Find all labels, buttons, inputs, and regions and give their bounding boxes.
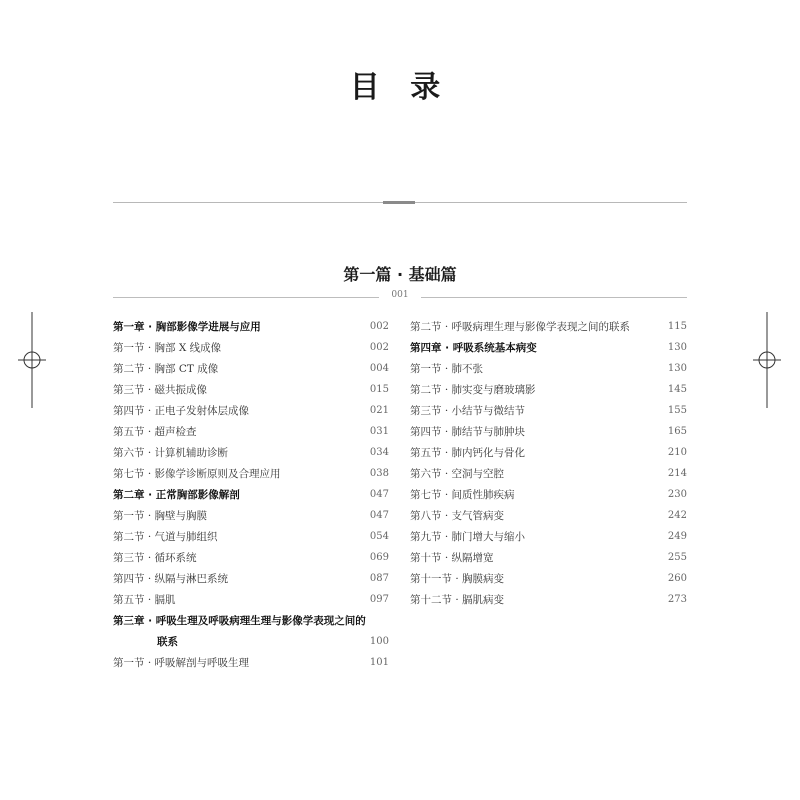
toc-entry-page: 031 bbox=[369, 426, 389, 437]
toc-entry-title: 第四章 · 呼吸系统基本病变 bbox=[410, 342, 537, 354]
toc-section-entry bbox=[113, 526, 389, 547]
toc-section-entry bbox=[410, 526, 687, 547]
toc-entry-title: 第七节 · 间质性肺疾病 bbox=[410, 489, 515, 501]
toc-entry-page: 165 bbox=[667, 426, 687, 437]
top-divider-mark bbox=[383, 201, 415, 204]
toc-entry-title: 第五节 · 膈肌 bbox=[113, 594, 176, 606]
toc-chapter-entry-continued bbox=[113, 631, 389, 652]
part-divider-right bbox=[421, 297, 687, 298]
toc-section-entry bbox=[410, 568, 687, 589]
toc-section-entry bbox=[410, 442, 687, 463]
toc-entry-page: 015 bbox=[369, 384, 389, 395]
toc-section-entry bbox=[410, 400, 687, 421]
toc-section-entry bbox=[113, 400, 389, 421]
toc-entry-title: 第三节 · 循环系统 bbox=[113, 552, 197, 564]
toc-chapter-entry bbox=[113, 316, 389, 337]
part-title: 第一篇 · 基础篇 bbox=[343, 265, 457, 284]
toc-entry-title: 第三节 · 小结节与微结节 bbox=[410, 405, 526, 417]
toc-entry-title: 第四节 · 肺结节与肺肿块 bbox=[410, 426, 526, 438]
toc-section-entry bbox=[410, 463, 687, 484]
toc-entry-title: 第四节 · 正电子发射体层成像 bbox=[113, 405, 250, 417]
toc-entry-page: 145 bbox=[667, 384, 687, 395]
toc-entry-title: 第八节 · 支气管病变 bbox=[410, 510, 505, 522]
toc-left-column bbox=[113, 316, 389, 673]
toc-entry-title: 第一章 · 胸部影像学进展与应用 bbox=[113, 321, 261, 333]
toc-entry-title: 第一节 · 胸部 X 线成像 bbox=[113, 342, 222, 354]
toc-section-entry bbox=[410, 358, 687, 379]
toc-section-entry bbox=[113, 505, 389, 526]
toc-chapter-entry bbox=[113, 610, 389, 631]
toc-entry-page: 242 bbox=[667, 510, 687, 521]
toc-entry-title: 联系 bbox=[157, 636, 178, 648]
toc-entry-title: 第六节 · 空洞与空腔 bbox=[410, 468, 505, 480]
toc-entry-page: 260 bbox=[667, 573, 687, 584]
toc-entry-page: 097 bbox=[369, 594, 389, 605]
toc-entry-page: 130 bbox=[667, 363, 687, 374]
toc-section-entry bbox=[410, 484, 687, 505]
toc-entry-page: 100 bbox=[369, 636, 389, 647]
toc-entry-page: 230 bbox=[667, 489, 687, 500]
toc-entry-page: 034 bbox=[369, 447, 389, 458]
part-page-number: 001 bbox=[391, 290, 409, 300]
toc-entry-page: 155 bbox=[667, 405, 687, 416]
toc-entry-page: 273 bbox=[667, 594, 687, 605]
toc-entry-page: 210 bbox=[667, 447, 687, 458]
toc-entry-page: 130 bbox=[667, 342, 687, 353]
toc-entry-title: 第二节 · 胸部 CT 成像 bbox=[113, 363, 219, 375]
toc-section-entry bbox=[113, 358, 389, 379]
toc-entry-page: 101 bbox=[369, 657, 389, 668]
toc-entry-title: 第十一节 · 胸膜病变 bbox=[410, 573, 505, 585]
toc-entry-page: 047 bbox=[369, 489, 389, 500]
toc-entry-page: 087 bbox=[369, 573, 389, 584]
toc-entry-title: 第二节 · 肺实变与磨玻璃影 bbox=[410, 384, 536, 396]
toc-section-entry bbox=[113, 652, 389, 673]
toc-entry-title: 第一节 · 呼吸解剖与呼吸生理 bbox=[113, 657, 250, 669]
toc-entry-title: 第一节 · 肺不张 bbox=[410, 363, 484, 375]
toc-entry-title: 第五节 · 超声检查 bbox=[113, 426, 197, 438]
toc-right-column bbox=[410, 316, 687, 610]
toc-section-entry bbox=[113, 568, 389, 589]
toc-section-entry bbox=[410, 379, 687, 400]
toc-entry-title: 第三章 · 呼吸生理及呼吸病理生理与影像学表现之间的 bbox=[113, 615, 366, 627]
toc-entry-title: 第十节 · 纵隔增宽 bbox=[410, 552, 494, 564]
registration-mark-icon bbox=[753, 312, 781, 408]
toc-entry-title: 第九节 · 肺门增大与缩小 bbox=[410, 531, 526, 543]
toc-entry-title: 第四节 · 纵隔与淋巴系统 bbox=[113, 573, 229, 585]
toc-section-entry bbox=[410, 316, 687, 337]
toc-chapter-entry bbox=[113, 484, 389, 505]
toc-section-entry bbox=[113, 379, 389, 400]
toc-entry-title: 第五节 · 肺内钙化与骨化 bbox=[410, 447, 526, 459]
toc-entry-page: 255 bbox=[667, 552, 687, 563]
toc-entry-page: 004 bbox=[369, 363, 389, 374]
toc-section-entry bbox=[113, 463, 389, 484]
toc-entry-page: 069 bbox=[369, 552, 389, 563]
toc-entry-title: 第十二节 · 膈肌病变 bbox=[410, 594, 505, 606]
part-divider-left bbox=[113, 297, 379, 298]
page-title: 目 录 bbox=[349, 70, 451, 105]
toc-entry-page: 249 bbox=[667, 531, 687, 542]
toc-entry-page: 214 bbox=[667, 468, 687, 479]
toc-entry-title: 第三节 · 磁共振成像 bbox=[113, 384, 208, 396]
toc-entry-page: 021 bbox=[369, 405, 389, 416]
toc-entry-page: 002 bbox=[369, 342, 389, 353]
toc-entry-page: 054 bbox=[369, 531, 389, 542]
toc-entry-page: 038 bbox=[369, 468, 389, 479]
toc-section-entry bbox=[113, 337, 389, 358]
toc-entry-title: 第二章 · 正常胸部影像解剖 bbox=[113, 489, 240, 501]
toc-entry-page: 115 bbox=[667, 321, 687, 332]
toc-chapter-entry bbox=[410, 337, 687, 358]
toc-section-entry bbox=[410, 421, 687, 442]
toc-entry-page: 002 bbox=[369, 321, 389, 332]
toc-section-entry bbox=[410, 589, 687, 610]
toc-entry-title: 第二节 · 气道与肺组织 bbox=[113, 531, 218, 543]
toc-entry-title: 第二节 · 呼吸病理生理与影像学表现之间的联系 bbox=[410, 321, 631, 333]
toc-entry-title: 第六节 · 计算机辅助诊断 bbox=[113, 447, 229, 459]
toc-entry-page: 047 bbox=[369, 510, 389, 521]
toc-section-entry bbox=[410, 505, 687, 526]
toc-section-entry bbox=[410, 547, 687, 568]
toc-section-entry bbox=[113, 547, 389, 568]
registration-mark-icon bbox=[18, 312, 46, 408]
toc-entry-title: 第七节 · 影像学诊断原则及合理应用 bbox=[113, 468, 281, 480]
toc-section-entry bbox=[113, 442, 389, 463]
toc-entry-title: 第一节 · 胸壁与胸膜 bbox=[113, 510, 208, 522]
toc-section-entry bbox=[113, 421, 389, 442]
toc-section-entry bbox=[113, 589, 389, 610]
